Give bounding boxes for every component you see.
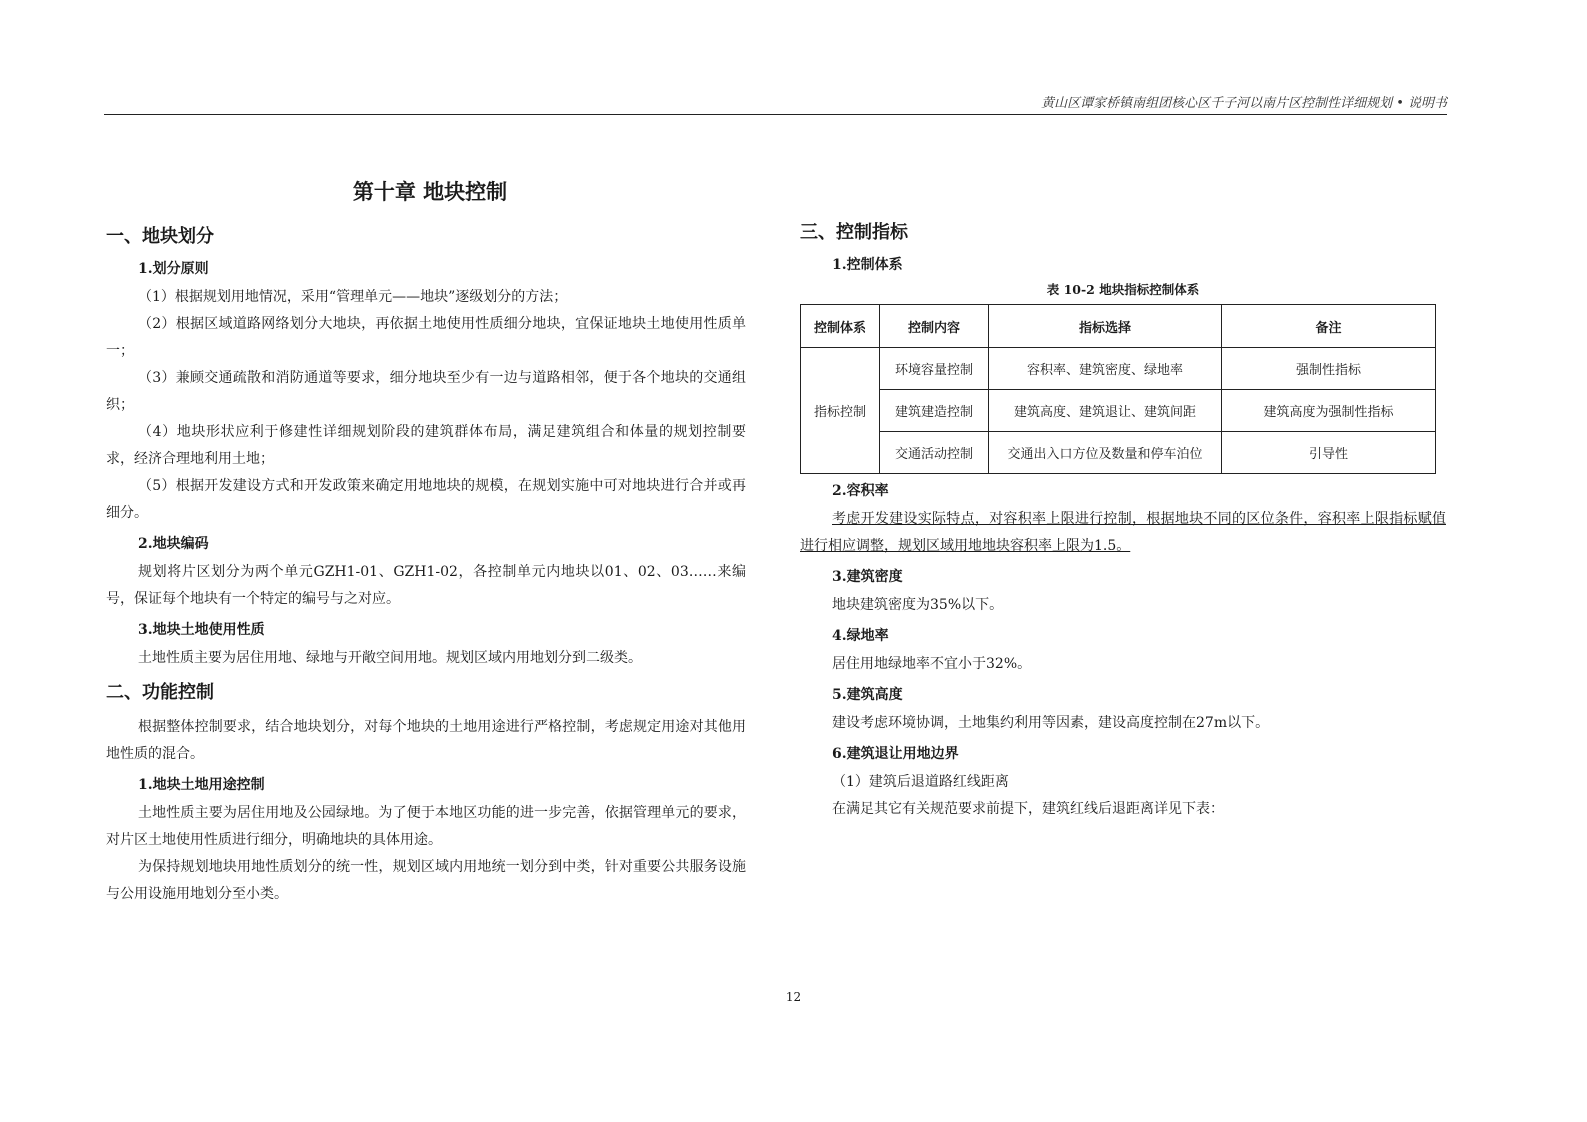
section-3-title: 三、控制指标	[800, 222, 908, 243]
section-3-1-title: 1.控制体系	[832, 257, 903, 273]
section-2-1-title: 1.地块土地用途控制	[138, 777, 265, 793]
paragraph: （5）根据开发建设方式和开发政策来确定用地地块的规模，在规划实施中可对地块进行合并或再细分。	[106, 478, 746, 521]
paragraph: 根据整体控制要求，结合地块划分，对每个地块的土地用途进行严格控制，考虑规定用途对其他用地性质的混合。	[106, 719, 746, 762]
right-column	[800, 218, 1446, 823]
paragraph: （3）兼顾交通疏散和消防通道等要求，细分地块至少有一边与道路相邻，便于各个地块的交通组织；	[106, 370, 746, 413]
paragraph: 土地性质主要为居住用地及公园绿地。为了便于本地区功能的进一步完善，依据管理单元的要求，对片区土地使用性质进行细分，明确地块的具体用途。	[106, 805, 746, 848]
paragraph: （4）地块形状应利于修建性详细规划阶段的建筑群体布局，满足建筑组合和体量的规划控制要求，经济合理地利用土地；	[106, 424, 746, 467]
paragraph: 规划将片区划分为两个单元GZH1-01、GZH1-02，各控制单元内地块以01、02、03……来编号，保证每个地块有一个特定的编号与之对应。	[106, 564, 746, 607]
left-column	[106, 170, 746, 908]
table-header-cell: 备注	[1222, 305, 1436, 348]
paragraph: 土地性质主要为居住用地、绿地与开敞空间用地。规划区域内用地划分到二级类。	[138, 650, 642, 666]
paragraph: （1）根据规划用地情况，采用“管理单元——地块”逐级划分的方法；	[138, 289, 568, 305]
document-header-title: 黄山区谭家桥镇南组团核心区千子河以南片区控制性详细规划 • 说明书	[1041, 96, 1447, 111]
paragraph: 建设考虑环境协调，土地集约利用等因素，建设高度控制在27m以下。	[832, 715, 1270, 731]
page-number: 12	[785, 990, 802, 1004]
table-cell: 强制性指标	[1222, 348, 1436, 390]
section-3-2-title: 2.容积率	[832, 483, 889, 499]
table-group-cell: 指标控制	[801, 348, 880, 474]
section-3-6-title: 6.建筑退让用地边界	[832, 746, 959, 762]
table-header-row	[801, 305, 1436, 348]
chapter-title: 第十章 地块控制	[352, 180, 508, 204]
section-1-1-title: 1.划分原则	[138, 261, 209, 277]
paragraph: （1）建筑后退道路红线距离	[832, 774, 1009, 790]
section-3-4-title: 4.绿地率	[832, 628, 889, 644]
table-caption: 表 10-2 地块指标控制体系	[1046, 282, 1200, 297]
table-row	[801, 390, 1436, 432]
section-1-title: 一、地块划分	[106, 226, 214, 247]
table-header-cell: 指标选择	[989, 305, 1222, 348]
section-1-2-title: 2.地块编码	[138, 536, 209, 552]
table-cell: 建筑建造控制	[880, 390, 989, 432]
paragraph: 居住用地绿地率不宜小于32%。	[832, 656, 1032, 672]
header-rule	[104, 114, 1447, 115]
section-2-title: 二、功能控制	[106, 682, 214, 703]
table-cell: 建筑高度、建筑退让、建筑间距	[989, 390, 1222, 432]
table-cell: 容积率、建筑密度、绿地率	[989, 348, 1222, 390]
paragraph: （2）根据区域道路网络划分大地块，再依据土地使用性质细分地块，宜保证地块土地使用性质单一；	[106, 316, 746, 359]
paragraph: 在满足其它有关规范要求前提下，建筑红线后退距离详见下表：	[832, 801, 1224, 817]
table-cell: 交通活动控制	[880, 432, 989, 474]
paragraph: 为保持规划地块用地性质划分的统一性，规划区域内用地统一划分到中类，针对重要公共服务设施与公用设施用地划分至小类。	[106, 859, 746, 902]
table-header-cell: 控制体系	[801, 305, 880, 348]
section-3-3-title: 3.建筑密度	[832, 569, 903, 585]
table-cell: 环境容量控制	[880, 348, 989, 390]
paragraph: 地块建筑密度为35%以下。	[832, 597, 1004, 613]
table-row	[801, 432, 1436, 474]
table-cell: 交通出入口方位及数量和停车泊位	[989, 432, 1222, 474]
table-cell: 引导性	[1222, 432, 1436, 474]
paragraph-far-underlined: 考虑开发建设实际特点，对容积率上限进行控制，根据地块不同的区位条件，容积率上限指标赋值进行相应调整，规划区域用地地块容积率上限为1.5。	[800, 511, 1446, 554]
section-3-5-title: 5.建筑高度	[832, 687, 903, 703]
section-1-3-title: 3.地块土地使用性质	[138, 622, 265, 638]
control-system-table	[800, 304, 1436, 474]
table-row	[801, 348, 1436, 390]
table-header-cell: 控制内容	[880, 305, 989, 348]
table-cell: 建筑高度为强制性指标	[1222, 390, 1436, 432]
